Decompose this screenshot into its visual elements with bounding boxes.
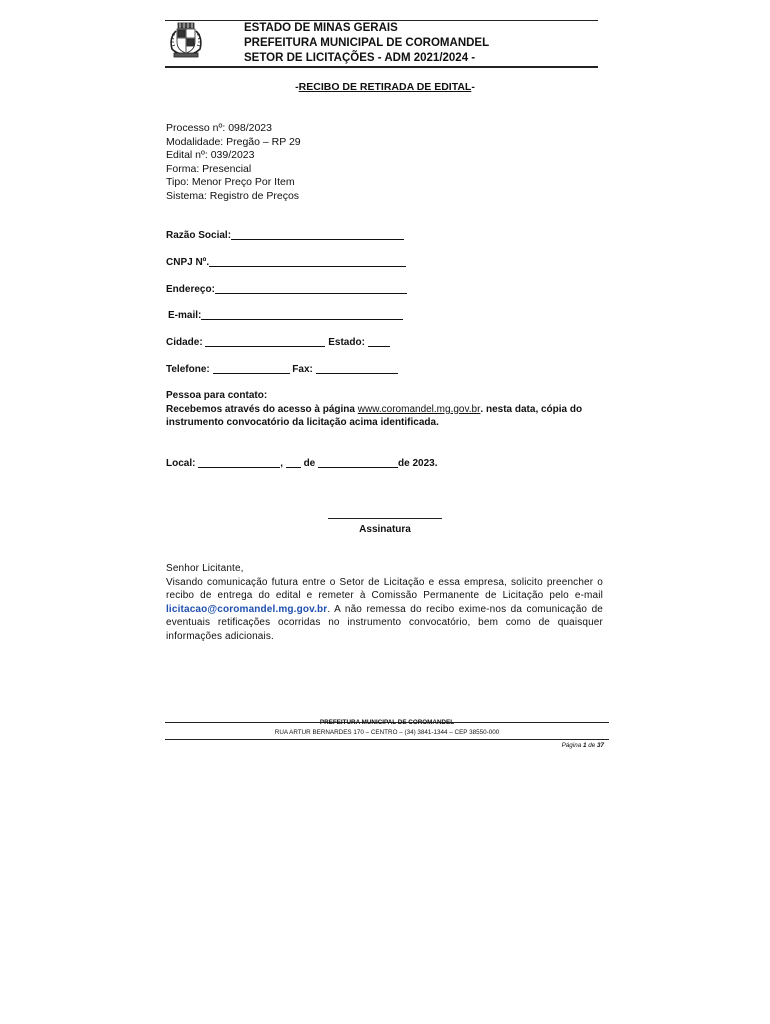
field-razao-social bbox=[166, 229, 404, 241]
header-sector: SETOR DE LICITAÇÕES - ADM 2021/2024 - bbox=[244, 52, 476, 64]
razao-social-blank[interactable] bbox=[231, 229, 404, 240]
footer-bottom-rule bbox=[165, 739, 609, 740]
cnpj-blank[interactable] bbox=[209, 256, 406, 267]
page-prefix: Página bbox=[561, 742, 582, 749]
header-state: ESTADO DE MINAS GERAIS bbox=[244, 22, 398, 34]
letter-block bbox=[166, 562, 603, 643]
process-type: Tipo: Menor Preço Por Item bbox=[166, 176, 295, 188]
cnpj-label: CNPJ Nº. bbox=[166, 257, 210, 268]
signature-line[interactable] bbox=[328, 518, 442, 519]
local-de1: de bbox=[303, 458, 316, 469]
field-cnpj bbox=[166, 256, 406, 268]
title-text: RECIBO DE RETIRADA DE EDITAL bbox=[298, 81, 472, 93]
process-info bbox=[166, 122, 301, 203]
letter-body-part1: Visando comunicação futura entre o Setor de Licitação e essa empresa, solicito preencher o recibo de entrega do edital e remeter à Comissão Permanente de Licitação pelo e-mail bbox=[166, 576, 603, 601]
process-number: Processo nº: 098/2023 bbox=[166, 122, 272, 134]
telefone-blank[interactable] bbox=[213, 363, 290, 374]
razao-social-label: Razão Social: bbox=[166, 230, 232, 241]
process-edital: Edital nº: 039/2023 bbox=[166, 149, 255, 161]
contact-email-link[interactable]: licitacao@coromandel.mg.gov.br bbox=[166, 603, 328, 615]
contact-text-before: Recebemos através do acesso à página bbox=[166, 403, 358, 415]
letter-greeting: Senhor Licitante, bbox=[166, 563, 244, 574]
title-prefix: - bbox=[295, 81, 299, 93]
coat-of-arms-icon bbox=[166, 22, 206, 58]
local-comma: , bbox=[280, 458, 284, 469]
estado-label: Estado: bbox=[328, 337, 365, 348]
page-total: 37 bbox=[596, 742, 604, 749]
contact-line1 bbox=[166, 403, 606, 417]
local-de2: de 2023. bbox=[398, 458, 438, 469]
contact-line2: instrumento convocatório da licitação acima identificada. bbox=[166, 417, 439, 428]
page-number bbox=[520, 742, 604, 749]
contact-text-after: . nesta data, cópia do bbox=[480, 403, 583, 415]
letter-body-part2: . A não remessa do recibo exime-nos da comunicação de eventuais retificações ocorridas no instrumento convocatório, bem como de quaisquer informações adicionais. bbox=[166, 603, 603, 642]
page-of: de bbox=[588, 742, 596, 749]
footer-address: RUA ARTUR BERNARDES 170 – CENTRO – (34) 3841-1344 – CEP 38550-000 bbox=[274, 729, 500, 736]
field-cidade-estado bbox=[166, 336, 390, 348]
signature-label: Assinatura bbox=[359, 524, 411, 535]
telefone-label: Telefone: bbox=[166, 364, 210, 375]
title-suffix: - bbox=[471, 81, 475, 93]
process-form: Forma: Presencial bbox=[166, 162, 252, 175]
page-current: 1 bbox=[582, 742, 587, 749]
fax-blank[interactable] bbox=[316, 363, 398, 374]
process-modality: Modalidade: Pregão – RP 29 bbox=[166, 135, 301, 148]
fax-label: Fax: bbox=[292, 364, 313, 375]
email-blank[interactable] bbox=[201, 309, 403, 320]
website-link[interactable]: www.coromandel.mg.gov.br bbox=[357, 403, 481, 415]
field-endereco bbox=[166, 283, 407, 295]
process-system: Sistema: Registro de Preços bbox=[166, 189, 300, 202]
contact-label: Pessoa para contato: bbox=[166, 390, 268, 401]
month-blank[interactable] bbox=[318, 457, 398, 468]
field-local bbox=[166, 457, 438, 469]
local-blank[interactable] bbox=[198, 457, 280, 468]
cidade-label: Cidade: bbox=[166, 337, 203, 348]
footer-org: PREFEITURA MUNICIPAL DE COROMANDEL bbox=[319, 719, 455, 726]
header-prefecture: PREFEITURA MUNICIPAL DE COROMANDEL bbox=[244, 37, 490, 49]
cidade-blank[interactable] bbox=[205, 336, 325, 347]
contact-block bbox=[166, 389, 606, 430]
local-label: Local: bbox=[166, 458, 196, 469]
field-telefone-fax bbox=[166, 363, 398, 375]
day-blank[interactable] bbox=[286, 457, 301, 468]
header-bottom-rule bbox=[165, 66, 598, 68]
letter-body bbox=[166, 576, 603, 644]
email-label: E-mail: bbox=[168, 310, 202, 321]
field-email bbox=[168, 309, 403, 321]
document-title bbox=[0, 81, 770, 93]
estado-blank[interactable] bbox=[368, 336, 390, 347]
endereco-blank[interactable] bbox=[215, 283, 407, 294]
endereco-label: Endereço: bbox=[166, 284, 215, 295]
